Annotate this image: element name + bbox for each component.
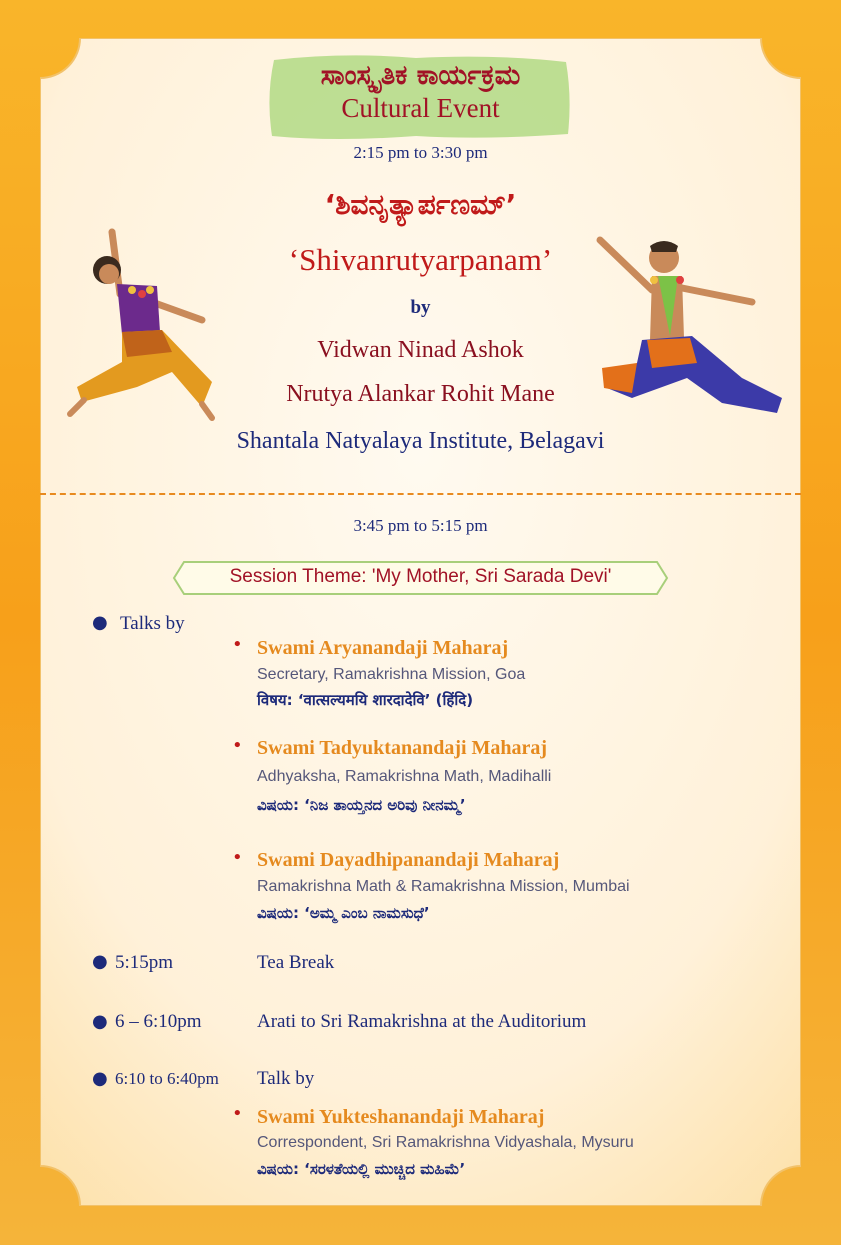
bullet-dot: ● xyxy=(92,951,108,972)
section-divider xyxy=(40,493,801,495)
cultural-title-kannada: ಸಾಂಸ್ಕೃತಿಕ ಕಾರ್ಯಕ್ರಮ xyxy=(320,60,521,91)
speaker-bullet: • xyxy=(232,735,243,756)
speaker-2-name: Swami Tadyuktanandaji Maharaj xyxy=(257,737,548,759)
performer-2: Nrutya Alankar Rohit Mane xyxy=(286,381,555,407)
bullet-dot: ● xyxy=(92,1068,108,1089)
bullet-dot: ● xyxy=(92,612,108,633)
program-title-kannada: ‘ಶಿವನೃತ್ಯಾರ್ಪಣಮ್’ xyxy=(324,188,517,221)
session-theme: Session Theme: 'My Mother, Sri Sarada Devi' xyxy=(229,566,612,587)
speaker-bullet: • xyxy=(232,847,243,868)
speaker-bullet: • xyxy=(232,1103,243,1124)
schedule-1-label: Tea Break xyxy=(257,952,335,973)
schedule-2-time: 6 – 6:10pm xyxy=(115,1011,202,1032)
cultural-title-english: Cultural Event xyxy=(341,93,500,123)
final-speaker-desc: Correspondent, Sri Ramakrishna Vidyashala, Mysuru xyxy=(257,1134,634,1151)
session-time: 3:45 pm to 5:15 pm xyxy=(353,516,488,535)
final-speaker-topic: ವಿಷಯ: ‘ಸರಳತೆಯಲ್ಲಿ ಮುಚ್ಚಿದ ಮಹಿಮೆ’ xyxy=(257,1160,466,1178)
speaker-bullet: • xyxy=(232,634,243,655)
speaker-3-name: Swami Dayadhipanandaji Maharaj xyxy=(257,849,560,871)
bullet-dot: ● xyxy=(92,1011,108,1032)
schedule-3-label: Talk by xyxy=(257,1068,315,1089)
speaker-3-desc: Ramakrishna Math & Ramakrishna Mission, Mumbai xyxy=(257,878,630,895)
schedule-2-label: Arati to Sri Ramakrishna at the Auditorium xyxy=(257,1011,587,1032)
final-speaker-name: Swami Yukteshanandaji Maharaj xyxy=(257,1106,545,1128)
speaker-1-topic: विषय: ‘वात्सल्यमयि शारदादेवि’ (हिंदि) xyxy=(257,691,474,709)
schedule-3-time: 6:10 to 6:40pm xyxy=(115,1069,219,1088)
speaker-2-topic: ವಿಷಯ: ‘ನಿಜ ತಾಯ್ತನದ ಅರಿವು ನೀನಮ್ಮ’ xyxy=(257,796,466,814)
program-title-english: ‘Shivanrutyarpanam’ xyxy=(288,242,553,277)
speaker-2-desc: Adhyaksha, Ramakrishna Math, Madihalli xyxy=(257,768,552,785)
speaker-1-desc: Secretary, Ramakrishna Mission, Goa xyxy=(257,666,526,683)
cultural-time: 2:15 pm to 3:30 pm xyxy=(353,143,488,162)
institute-name: Shantala Natyalaya Institute, Belagavi xyxy=(236,428,605,454)
by-label: by xyxy=(410,297,431,318)
dancer-left-image xyxy=(62,222,222,427)
talks-by-label: Talks by xyxy=(120,613,185,634)
speaker-3-topic: ವಿಷಯ: ‘ಅಮ್ಮ ಎಂಬ ನಾಮಸುಧೆ’ xyxy=(257,904,430,922)
speaker-1-name: Swami Aryanandaji Maharaj xyxy=(257,637,509,659)
dancer-right-image xyxy=(592,228,792,423)
schedule-1-time: 5:15pm xyxy=(115,952,174,973)
performer-1: Vidwan Ninad Ashok xyxy=(317,337,524,363)
